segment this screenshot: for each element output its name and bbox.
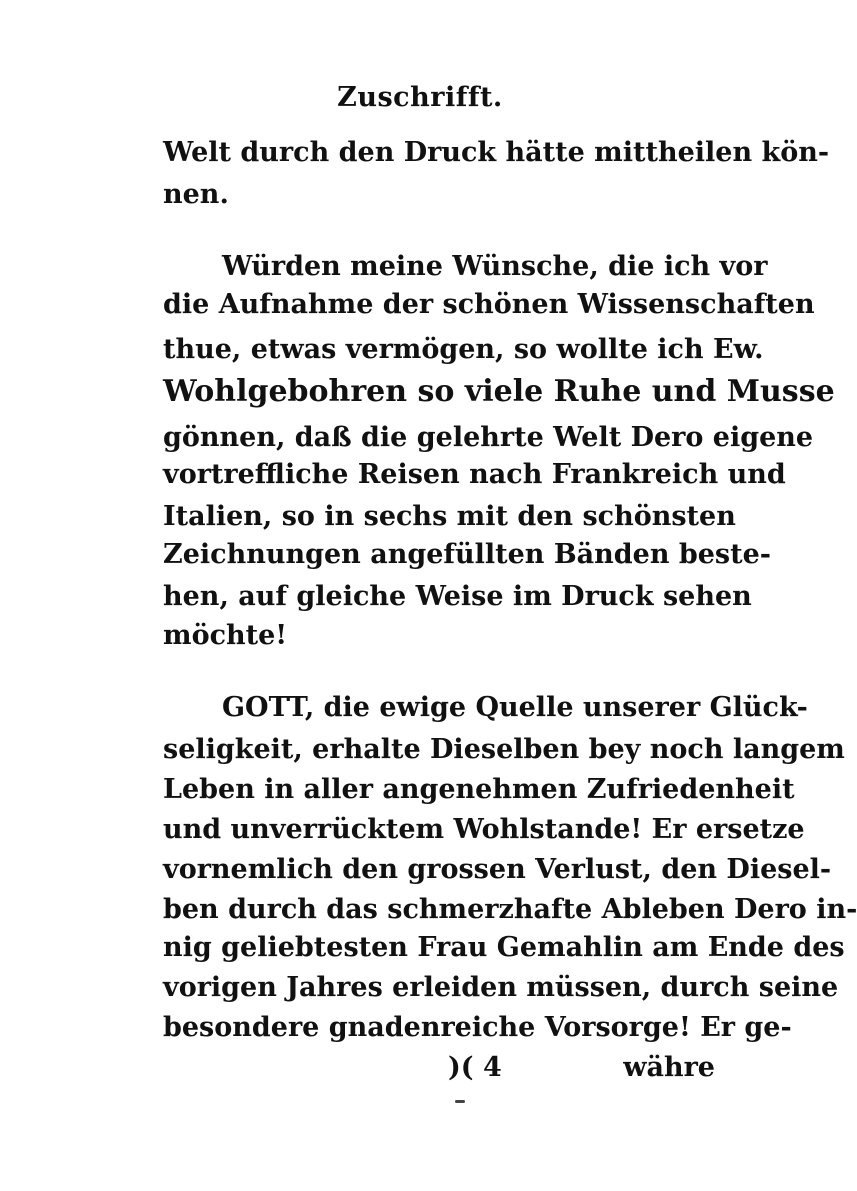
text-line: hen, auf gleiche Weise im Druck sehen — [163, 581, 752, 612]
ink-speck — [455, 1100, 465, 1103]
text-line: Würden meine Wünsche, die ich vor — [222, 251, 768, 282]
text-line: und unverrücktem Wohlstande! Er ersetze — [163, 814, 805, 845]
text-line: nen. — [163, 179, 229, 210]
text-line: die Aufnahme der schönen Wissenschaften — [163, 289, 815, 320]
text-line: vortreffliche Reisen nach Frankreich und — [163, 459, 786, 490]
text-line: ben durch das schmerzhafte Ableben Dero in- — [163, 894, 857, 925]
text-line: Leben in aller angenehmen Zufriedenheit — [163, 774, 795, 805]
catchword: währe — [623, 1052, 715, 1083]
signature-mark: )( 4 — [448, 1052, 502, 1083]
text-line: möchte! — [163, 620, 288, 651]
text-line: Wohlgebohren so viele Ruhe und Musse — [163, 374, 835, 409]
text-line: GOTT, die ewige Quelle unserer Glück- — [222, 692, 808, 723]
text-line: thue, etwas vermögen, so wollte ich Ew. — [163, 334, 764, 365]
text-line: vorigen Jahres erleiden müssen, durch seine — [163, 972, 839, 1003]
text-line: vornemlich den grossen Verlust, den Diesel- — [163, 854, 832, 885]
text-line: Welt durch den Druck hätte mittheilen kön- — [163, 137, 830, 168]
text-line: nig geliebtesten Frau Gemahlin am Ende des — [163, 932, 845, 963]
text-line: seligkeit, erhalte Dieselben bey noch langem — [163, 734, 845, 765]
text-line: gönnen, daß die gelehrte Welt Dero eigene — [163, 422, 814, 453]
text-line: besondere gnadenreiche Vorsorge! Er ge- — [163, 1012, 792, 1043]
text-line: Italien, so in sechs mit den schönsten — [163, 501, 736, 532]
text-line: Zeichnungen angefüllten Bänden beste- — [163, 539, 771, 570]
running-header: Zuschrifft. — [337, 82, 503, 113]
